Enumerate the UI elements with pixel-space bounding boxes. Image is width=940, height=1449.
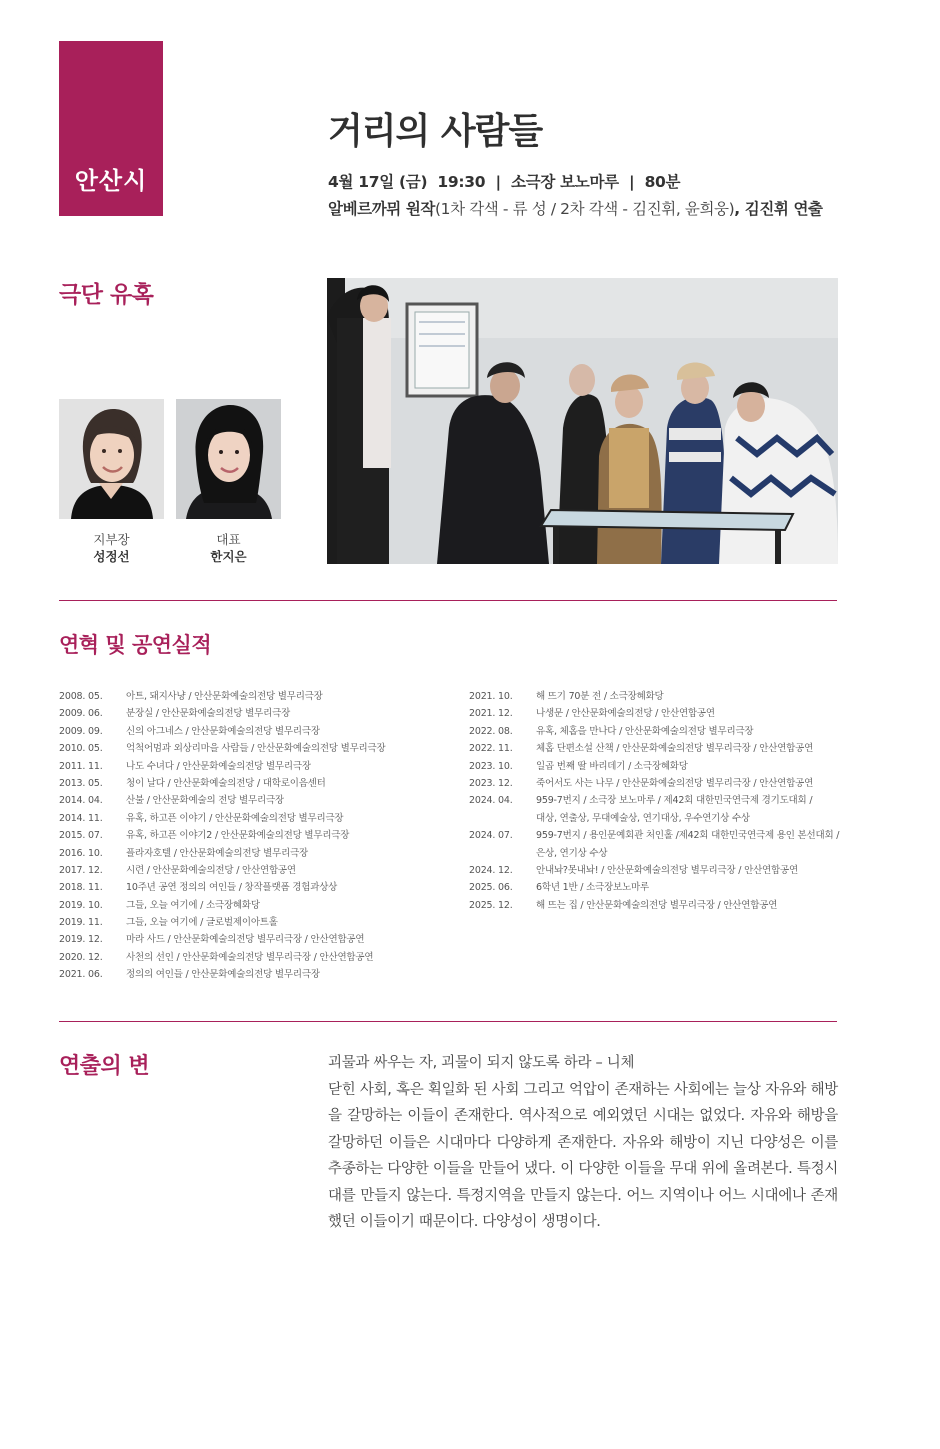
- history-date: 2016. 10.: [59, 847, 103, 859]
- director-note: [328, 1050, 838, 1236]
- history-date: 2024. 07.: [469, 830, 513, 842]
- history-date: 2024. 04.: [469, 795, 513, 807]
- history-desc: 959-7번지 / 소극장 보노마루 / 제42회 대한민국연극제 경기도대회 /: [536, 795, 813, 807]
- history-row: [59, 862, 436, 879]
- credit-original: 알베르까뮈 원작: [328, 200, 436, 218]
- history-row: [59, 775, 436, 792]
- history-row: [469, 792, 846, 809]
- history-row: [59, 723, 436, 740]
- history-list-right: [469, 688, 846, 914]
- person-role: 대표: [216, 532, 241, 547]
- history-date: 2025. 06.: [469, 882, 513, 894]
- history-date: 2019. 11.: [59, 917, 103, 929]
- history-row: [469, 879, 846, 896]
- history-row: [469, 845, 846, 862]
- history-desc: 안내놔?못내놔! / 안산문화예술의전당 별무리극장 / 안산연합공연: [536, 864, 798, 876]
- history-row: [59, 949, 436, 966]
- history-desc: 정의의 여인들 / 안산문화예술의전당 별무리극장: [126, 969, 320, 981]
- history-date: 2019. 12.: [59, 934, 103, 946]
- history-row: [469, 827, 846, 844]
- history-row: [469, 723, 846, 740]
- history-date: 2021. 10.: [469, 691, 513, 702]
- history-desc: 아트, 돼지사냥 / 안산문화예술의전당 별무리극장: [126, 691, 323, 702]
- history-desc: 시련 / 안산문화예술의전당 / 안산연합공연: [126, 864, 296, 876]
- history-desc: 유혹, 체홉을 만나다 / 안산문화예술의전당 별무리극장: [536, 725, 754, 737]
- person-name: 한지은: [210, 549, 247, 564]
- history-row: [59, 931, 436, 948]
- person-name: 성정선: [93, 549, 130, 564]
- history-desc: 마라 사드 / 안산문화예술의전당 별무리극장 / 안산연합공연: [126, 934, 365, 946]
- history-row: [59, 688, 436, 705]
- section-divider: [59, 1021, 837, 1022]
- history-desc: 959-7번지 / 용인문예회관 처인홀 /제42회 대한민국연극제 용인 본선대회 /: [536, 830, 840, 842]
- history-desc: 사천의 선인 / 안산문화예술의전당 별무리극장 / 안산연합공연: [126, 951, 374, 963]
- history-desc: 10주년 공연 정의의 여인들 / 창작플랫폼 경험과상상: [126, 882, 338, 894]
- city-label: 안산시: [74, 167, 148, 195]
- history-list-left: [59, 688, 436, 984]
- history-date: 2014. 04.: [59, 795, 103, 807]
- history-desc: 유혹, 하고픈 이야기 / 안산문화예술의전당 별무리극장: [126, 812, 344, 824]
- history-row: [469, 688, 846, 705]
- history-date: 2022. 08.: [469, 725, 513, 737]
- history-date: 2024. 12.: [469, 864, 513, 876]
- history-desc: 해 뜨는 집 / 안산문화예술의전당 별무리극장 / 안산연합공연: [536, 899, 778, 911]
- history-date: [469, 845, 536, 862]
- history-desc: 분장실 / 안산문화예술의전당 별무리극장: [126, 708, 291, 720]
- city-badge: [59, 41, 163, 216]
- history-desc: 청이 날다 / 안산문화예술의전당 / 대학로이음센터: [126, 777, 326, 789]
- history-row: [59, 827, 436, 844]
- section-divider: [59, 600, 837, 601]
- history-date: 2011. 11.: [59, 760, 103, 772]
- history-desc: 6학년 1반 / 소극장보노마루: [536, 882, 649, 894]
- history-title: 연혁 및 공연실적: [59, 633, 212, 657]
- history-date: 2023. 10.: [469, 760, 513, 772]
- history-desc: 플라자호텔 / 안산문화예술의전당 별무리극장: [126, 847, 309, 859]
- show-title: 거리의 사람들: [328, 111, 543, 152]
- history-desc: 나도 수녀다 / 안산문화예술의전당 별무리극장: [126, 760, 311, 772]
- history-date: 2022. 11.: [469, 743, 513, 755]
- history-desc: 신의 아그네스 / 안산문화예술의전당 별무리극장: [126, 725, 320, 737]
- history-row: [59, 966, 436, 983]
- portrait-photo: [176, 399, 281, 519]
- history-date: 2018. 11.: [59, 882, 103, 894]
- history-date: 2008. 05.: [59, 691, 103, 702]
- history-row: [59, 897, 436, 914]
- history-date: 2009. 06.: [59, 708, 103, 720]
- credit-director: , 김진휘 연출: [734, 200, 823, 218]
- history-desc: 나생문 / 안산문화예술의전당 / 안산연합공연: [536, 708, 715, 720]
- history-row: [469, 740, 846, 757]
- history-row: [59, 705, 436, 722]
- person-role: 지부장: [93, 532, 130, 547]
- rehearsal-photo: [327, 278, 838, 564]
- history-date: 2023. 12.: [469, 777, 513, 789]
- history-desc: 체홉 단편소설 산책 / 안산문화예술의전당 별무리극장 / 안산연합공연: [536, 743, 814, 755]
- history-row: [469, 810, 846, 827]
- history-date: [469, 810, 536, 827]
- history-date: 2021. 12.: [469, 708, 513, 720]
- director-note-quote: 괴물과 싸우는 자, 괴물이 되지 않도록 하라 – 니체: [328, 1055, 635, 1071]
- history-desc: 유혹, 하고픈 이야기2 / 안산문화예술의전당 별무리극장: [126, 830, 350, 842]
- history-desc: 죽어서도 사는 나무 / 안산문화예술의전당 별무리극장 / 안산연합공연: [536, 777, 814, 789]
- history-desc: 일곱 번째 딸 바리데기 / 소극장혜화당: [536, 760, 688, 772]
- history-row: [469, 862, 846, 879]
- history-date: 2010. 05.: [59, 743, 103, 755]
- history-date: 2019. 10.: [59, 899, 103, 911]
- history-desc: 그들, 오늘 여기에 / 소극장혜화당: [126, 899, 260, 911]
- history-row: [469, 705, 846, 722]
- troupe-name: 극단 유혹: [59, 282, 154, 308]
- history-desc: 대상, 연출상, 무대예술상, 연기대상, 우수연기상 수상: [536, 812, 750, 824]
- history-row: [59, 845, 436, 862]
- history-date: 2020. 12.: [59, 951, 103, 963]
- portrait-photo: [59, 399, 164, 519]
- history-date: 2021. 06.: [59, 969, 103, 981]
- history-date: 2013. 05.: [59, 777, 103, 789]
- director-note-body: 닫힌 사회, 혹은 획일화 된 사회 그리고 억압이 존재하는 사회에는 늘상 자유와 해방을 갈망하는 이들이 존재한다. 역사적으로 예외였던 시대는 없었다. 자유와 해방을 갈망하던 이들은 시대마다 다양하게 존재한다. 자유와 해방이 지닌 다양성은 이를 추종하는 다양한 이들을 만들어 냈다. 이 다양한 이들을 무대 위에 올려본다. 특정시대를 만들지 않는다. 특정지역을 만들지 않는다. 어느 지역이나 어느 시대에나 존재했던 이들이기 때문이다. 다양성이 생명이다.: [328, 1081, 838, 1230]
- history-row: [469, 758, 846, 775]
- director-note-title: 연출의 변: [59, 1054, 150, 1079]
- history-date: 2025. 12.: [469, 899, 513, 911]
- history-desc: 은상, 연기상 수상: [536, 847, 608, 859]
- history-row: [59, 740, 436, 757]
- history-row: [59, 879, 436, 896]
- history-date: 2014. 11.: [59, 812, 103, 824]
- history-desc: 억척어멈과 외상리마을 사람들 / 안산문화예술의전당 별무리극장: [126, 743, 386, 755]
- history-desc: 그들, 오늘 여기에 / 글로벌제이아트홀: [126, 917, 278, 929]
- history-desc: 해 뜨기 70분 전 / 소극장혜화당: [536, 691, 664, 702]
- history-date: 2015. 07.: [59, 830, 103, 842]
- history-desc: 산불 / 안산문화예술의 전당 별무리극장: [126, 795, 284, 807]
- history-row: [59, 792, 436, 809]
- history-row: [59, 810, 436, 827]
- credit-adaptation: (1차 각색 - 류 성 / 2차 각색 - 김진휘, 윤희웅): [435, 200, 735, 218]
- history-row: [59, 758, 436, 775]
- history-row: [469, 775, 846, 792]
- show-credits: [328, 197, 823, 219]
- history-row: [59, 914, 436, 931]
- history-row: [469, 897, 846, 914]
- show-schedule: 4월 17일 (금) 19:30 | 소극장 보노마루 | 80분: [328, 173, 681, 191]
- history-date: 2009. 09.: [59, 725, 103, 737]
- history-date: 2017. 12.: [59, 864, 103, 876]
